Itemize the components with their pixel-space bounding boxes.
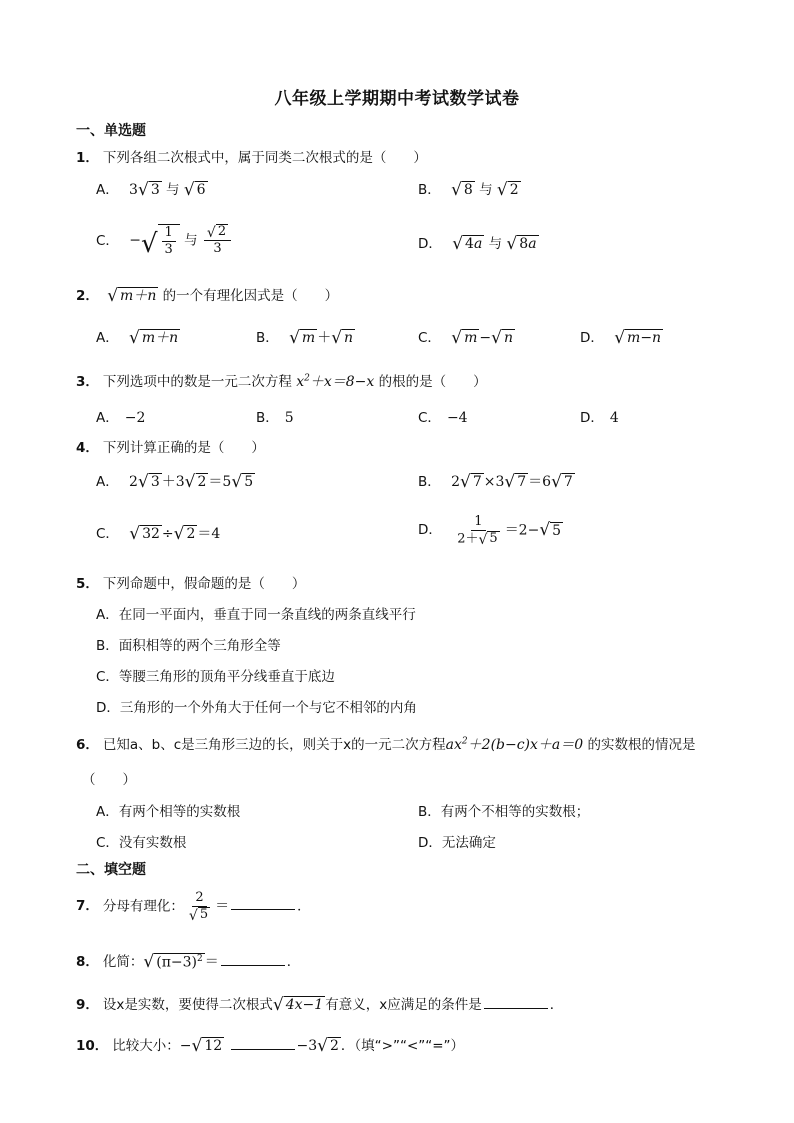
question-number: 8． [76, 954, 99, 970]
with-word: 与 [488, 236, 503, 252]
option-3b [256, 406, 294, 426]
option-label: B． [256, 410, 279, 426]
answer-paren: （ ） [82, 772, 136, 788]
option-3d [580, 406, 619, 426]
question-number: 3． [76, 374, 99, 390]
option-label: C． [96, 232, 119, 249]
option-2b [256, 326, 355, 347]
option-1b [418, 178, 521, 199]
option-2d [580, 326, 663, 347]
option-label: B． [418, 474, 441, 490]
sqrt-fraction: √ $\frac{1}{3}$ [141, 224, 180, 257]
option-value: −2 [124, 410, 146, 426]
question-stem: 化简： [102, 954, 144, 970]
option-2c [418, 326, 515, 347]
option-label: D． [580, 330, 604, 346]
question-number: 1． [76, 150, 99, 166]
question-stem: 设x是实数，要使得二次根式 [102, 997, 273, 1013]
option-label: A． [96, 182, 119, 198]
option-label: A． [96, 410, 119, 426]
minus-sign: − [479, 330, 492, 346]
option-4a: A． 2 √ 3 ＋3 √ 2 ＝5 √ 5 [96, 471, 254, 492]
fraction-2-over-sqrt5: 2 √ 5 [188, 890, 209, 924]
question-4 [76, 436, 265, 456]
with-word: 与 [479, 182, 493, 198]
option-6c: C．没有实数根 [96, 835, 187, 851]
question-3 [76, 370, 487, 391]
question-8: 8． 化简： √ $(\pi-3)^2$ ＝ ． [76, 951, 301, 972]
option-label: D． [418, 522, 442, 539]
question-7: 7． 分母有理化： 2 √ 5 ＝ ． [76, 890, 311, 924]
option-1d [418, 232, 539, 253]
option-label: C． [418, 410, 441, 426]
option-label: A． [96, 474, 119, 490]
sqrt-6: √ 6 [183, 179, 206, 200]
sqrt-n: √ n [331, 327, 354, 348]
with-word: 与 [166, 182, 180, 198]
option-1c [96, 224, 233, 260]
option-value: −4 [446, 410, 468, 426]
question-number: 6． [76, 737, 99, 753]
sqrt-m-plus-n: √ m＋n [107, 285, 157, 306]
question-stem: 比较大小： [112, 1038, 180, 1054]
sqrt-8: √ 8 [451, 179, 473, 200]
question-stem: 分母有理化： [102, 898, 184, 915]
option-3c [418, 406, 468, 426]
option-4b: B． 2 √ 7 ×3 √ 7 ＝6 √ 7 [418, 471, 573, 492]
question-2 [76, 284, 338, 305]
question-stem: 下列选项中的数是一元二次方程 [102, 374, 292, 390]
option-label: A． [96, 330, 119, 346]
option-6d: D．无法确定 [418, 835, 496, 851]
option-5b: B．面积相等的两个三角形全等 [96, 638, 281, 654]
sqrt-m: √ m [451, 327, 478, 348]
question-9: 9． 设x是实数，要使得二次根式 √ 4x−1 有意义，x应满足的条件是 ． [76, 994, 564, 1015]
option-5d: D．三角形的一个外角大于任何一个与它不相邻的内角 [96, 700, 417, 716]
option-label: C． [96, 526, 119, 542]
question-1 [76, 146, 427, 166]
option-2a [96, 326, 180, 347]
equation: $ax^2+2(b-c)x+a=0$ [445, 736, 584, 753]
section-heading-fill-blank: 二、填空题 [76, 862, 146, 878]
question-stem: 的一个有理化因式是（ ） [162, 288, 339, 304]
option-4c: C． √ 32 ÷ √ 2 ＝4 [96, 523, 221, 544]
with-word: 与 [184, 232, 198, 249]
option-label: B． [256, 330, 279, 346]
option-3a [96, 406, 145, 426]
question-stem-tail: 的根的是（ ） [378, 374, 487, 390]
question-stem: 下列命题中，假命题的是（ ） [102, 576, 306, 592]
option-label: C． [418, 330, 441, 346]
question-number: 9． [76, 997, 99, 1013]
question-number: 4． [76, 440, 99, 456]
answer-blank[interactable] [231, 897, 295, 910]
equation: $x^2+x=8-x$ [296, 373, 375, 390]
option-6b: B．有两个不相等的实数根； [418, 804, 590, 820]
sqrt-2: √ 2 [496, 179, 519, 200]
option-label: D． [580, 410, 604, 426]
option-5c: C．等腰三角形的顶角平分线垂直于底边 [96, 669, 335, 685]
math-coefficient: 3 [129, 182, 138, 198]
answer-blank[interactable] [221, 953, 285, 966]
answer-blank[interactable] [484, 996, 548, 1009]
question-stem-tail: 的实数根的情况是 [587, 737, 696, 753]
sqrt-m: √ m [289, 327, 316, 348]
question-stem: 下列计算正确的是（ ） [102, 440, 265, 456]
minus-sign: − [129, 232, 141, 249]
option-6a: A．有两个相等的实数根 [96, 804, 241, 820]
option-value: 4 [609, 410, 619, 426]
sqrt-4a: √ 4a [452, 233, 483, 254]
sqrt-n: √ n [491, 327, 513, 348]
question-6 [76, 733, 695, 754]
option-label: B． [418, 182, 441, 198]
sqrt-m-minus-n: √ m−n [614, 327, 662, 348]
question-5 [76, 572, 305, 592]
sqrt-3: √ 3 [137, 179, 160, 200]
answer-blank[interactable] [231, 1037, 295, 1050]
fraction-sqrt2-over-3: √ 2 3 [204, 224, 231, 257]
section-heading-single-choice: 一、单选题 [76, 123, 146, 139]
question-number: 2． [76, 288, 99, 304]
sqrt-8a: √ 8a [506, 233, 537, 254]
option-1a [96, 178, 208, 199]
question-number: 10． [76, 1038, 109, 1054]
question-10: 10． 比较大小：− √ 12 −3 √ 2 ．（填“>”“<”“=”） [76, 1035, 465, 1056]
option-value: 5 [284, 410, 294, 426]
option-4d: D． 1 2＋ √ 5 ＝2− √ 5 [418, 514, 562, 548]
question-stem: 已知a、b、c是三角形三边的长，则关于x的一元二次方程 [102, 737, 446, 753]
question-number: 5． [76, 576, 99, 592]
sqrt-4x-minus-1: √ 4x−1 [272, 994, 324, 1015]
plus-sign: ＋ [317, 330, 332, 346]
sqrt-m-plus-n: √ m＋n [129, 327, 179, 348]
page-title: 八年级上学期期中考试数学试卷 [274, 89, 520, 109]
sqrt-expression: √ $(\pi-3)^2$ [143, 951, 203, 972]
question-number: 7． [76, 898, 99, 915]
question-stem: 下列各组二次根式中，属于同类二次根式的是（ ） [102, 150, 427, 166]
option-label: D． [418, 236, 442, 252]
option-5a: A．在同一平面内，垂直于同一条直线的两条直线平行 [96, 607, 416, 623]
